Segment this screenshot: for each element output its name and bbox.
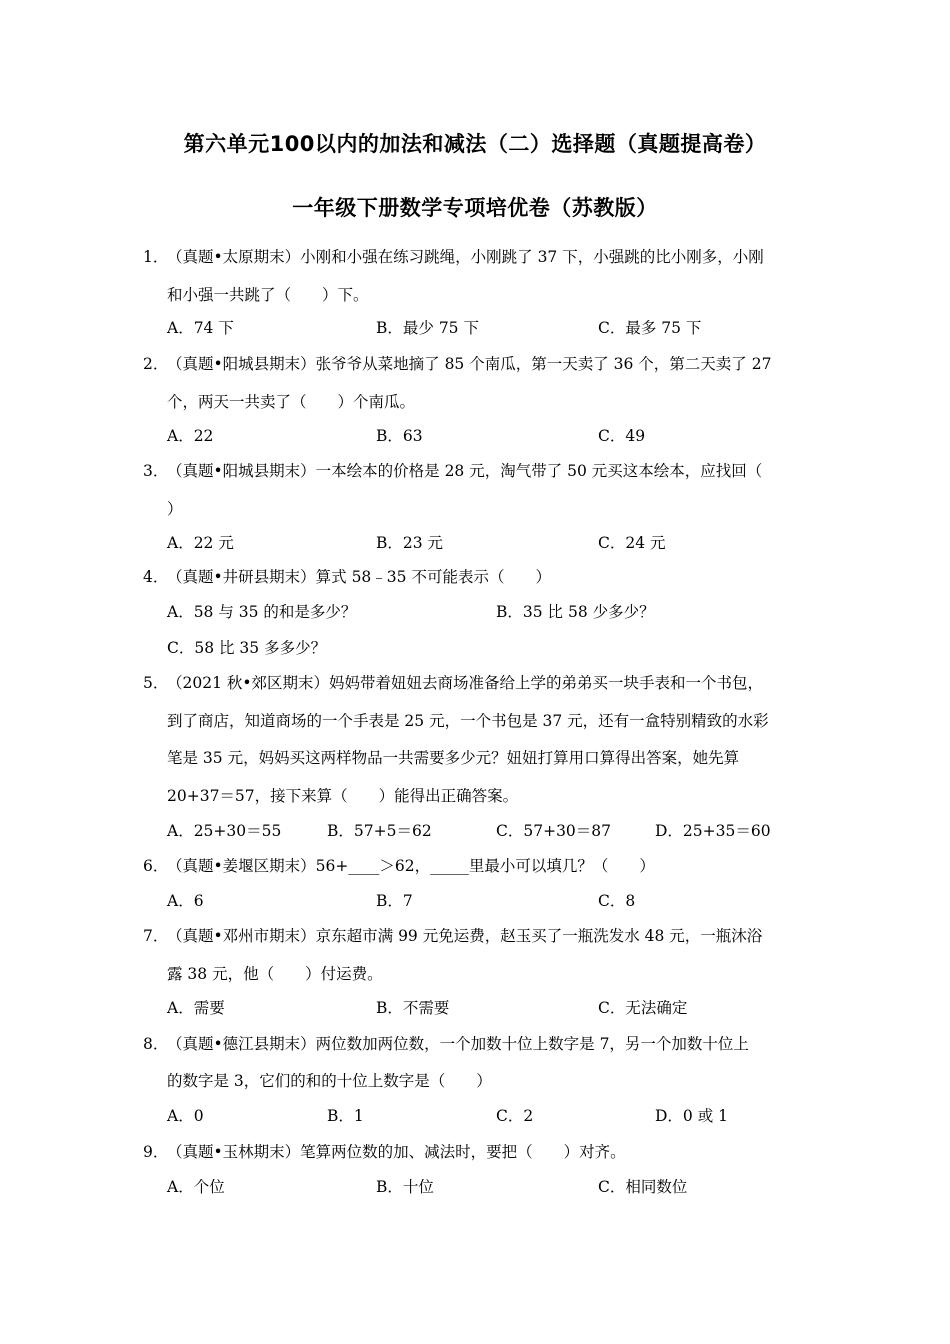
- question-text: 到了商店，知道商场的一个手表是 25 元，一个书包是 37 元，还有一盒特别精致的水彩: [167, 712, 769, 730]
- option-c: C．49: [598, 427, 646, 445]
- question-text: （真题•井研县期末）算式 58﹣35 不可能表示（ ）: [167, 568, 551, 586]
- option-d: D．0 或 1: [655, 1107, 729, 1125]
- question-number: 2．: [143, 355, 169, 373]
- option-c: C．无法确定: [598, 999, 688, 1017]
- option-c: C．24 元: [598, 534, 666, 552]
- option-b: B．最少 75 下: [376, 319, 479, 337]
- option-c: C．8: [598, 892, 636, 910]
- option-c: C．2: [496, 1107, 534, 1125]
- option-b: B．7: [376, 892, 413, 910]
- option-b: B．不需要: [376, 999, 450, 1017]
- option-a: A．22 元: [167, 534, 234, 552]
- option-b: B．23 元: [376, 534, 444, 552]
- option-a: A．0: [167, 1107, 204, 1125]
- option-a: A．个位: [167, 1178, 225, 1196]
- page-title: 第六单元100以内的加法和减法（二）选择题（真题提高卷）: [183, 132, 767, 156]
- question-text: （2021 秋•郊区期末）妈妈带着妞妞去商场准备给上学的弟弟买一块手表和一个书包，: [167, 674, 764, 692]
- option-a: A．6: [167, 892, 204, 910]
- question-text: （真题•太原期末）小刚和小强在练习跳绳，小刚跳了 37 下，小强跳的比小刚多，小刚: [167, 248, 764, 266]
- question-text: 露 38 元，他（ ）付运费。: [167, 965, 383, 983]
- option-b: B．57+5＝62: [327, 822, 432, 840]
- question-number: 1．: [143, 248, 169, 266]
- option-c: C．最多 75 下: [598, 319, 702, 337]
- question-text: （真题•阳城县期末）张爷爷从菜地摘了 85 个南瓜，第一天卖了 36 个，第二天卖了 27: [167, 355, 772, 373]
- question-text: （真题•玉林期末）笔算两位数的加、减法时，要把（ ）对齐。: [167, 1143, 626, 1161]
- question-text: 20+37＝57，接下来算（ ）能得出正确答案。: [167, 787, 519, 805]
- question-number: 9．: [143, 1143, 169, 1161]
- question-text: 和小强一共跳了（ ）下。: [167, 286, 369, 304]
- question-text: 的数字是 3，它们的和的十位上数字是（ ）: [167, 1072, 492, 1090]
- question-number: 8．: [143, 1035, 169, 1053]
- question-number: 6．: [143, 857, 169, 875]
- option-b: B．1: [327, 1107, 364, 1125]
- option-b: B．63: [376, 427, 423, 445]
- question-text: （真题•德江县期末）两位数加两位数，一个加数十位上数字是 7，另一个加数十位上: [167, 1035, 749, 1053]
- option-c: C．相同数位: [598, 1178, 688, 1196]
- option-a: A．需要: [167, 999, 225, 1017]
- question-text: 个，两天一共卖了（ ）个南瓜。: [167, 393, 416, 411]
- question-text: ）: [167, 500, 183, 518]
- option-b: B．十位: [376, 1178, 434, 1196]
- question-text: （真题•阳城县期末）一本绘本的价格是 28 元，淘气带了 50 元买这本绘本，应找回（: [167, 462, 763, 480]
- option-a: A．25+30＝55: [167, 822, 282, 840]
- option-d: D．25+35＝60: [655, 822, 771, 840]
- option-a: A．58 与 35 的和是多少？: [167, 603, 357, 621]
- question-text: 笔是 35 元，妈妈买这两样物品一共需要多少元？妞妞打算用口算得出答案，她先算: [167, 749, 740, 767]
- option-b: B．35 比 58 少多少？: [496, 603, 655, 621]
- question-number: 3．: [143, 462, 169, 480]
- page-subtitle: 一年级下册数学专项培优卷（苏教版）: [292, 196, 658, 220]
- question-text: （真题•邓州市期末）京东超市满 99 元免运费，赵玉买了一瓶洗发水 48 元，一瓶沐浴: [167, 927, 763, 945]
- question-text: （真题•姜堰区期末）56+____＞62，_____里最小可以填几？（ ）: [167, 857, 655, 875]
- question-number: 4．: [143, 568, 169, 586]
- option-a: A．74 下: [167, 319, 234, 337]
- option-c: C．58 比 35 多多少？: [167, 639, 327, 657]
- question-number: 7．: [143, 927, 169, 945]
- option-c: C．57+30＝87: [496, 822, 612, 840]
- option-a: A．22: [167, 427, 214, 445]
- question-number: 5．: [143, 674, 169, 692]
